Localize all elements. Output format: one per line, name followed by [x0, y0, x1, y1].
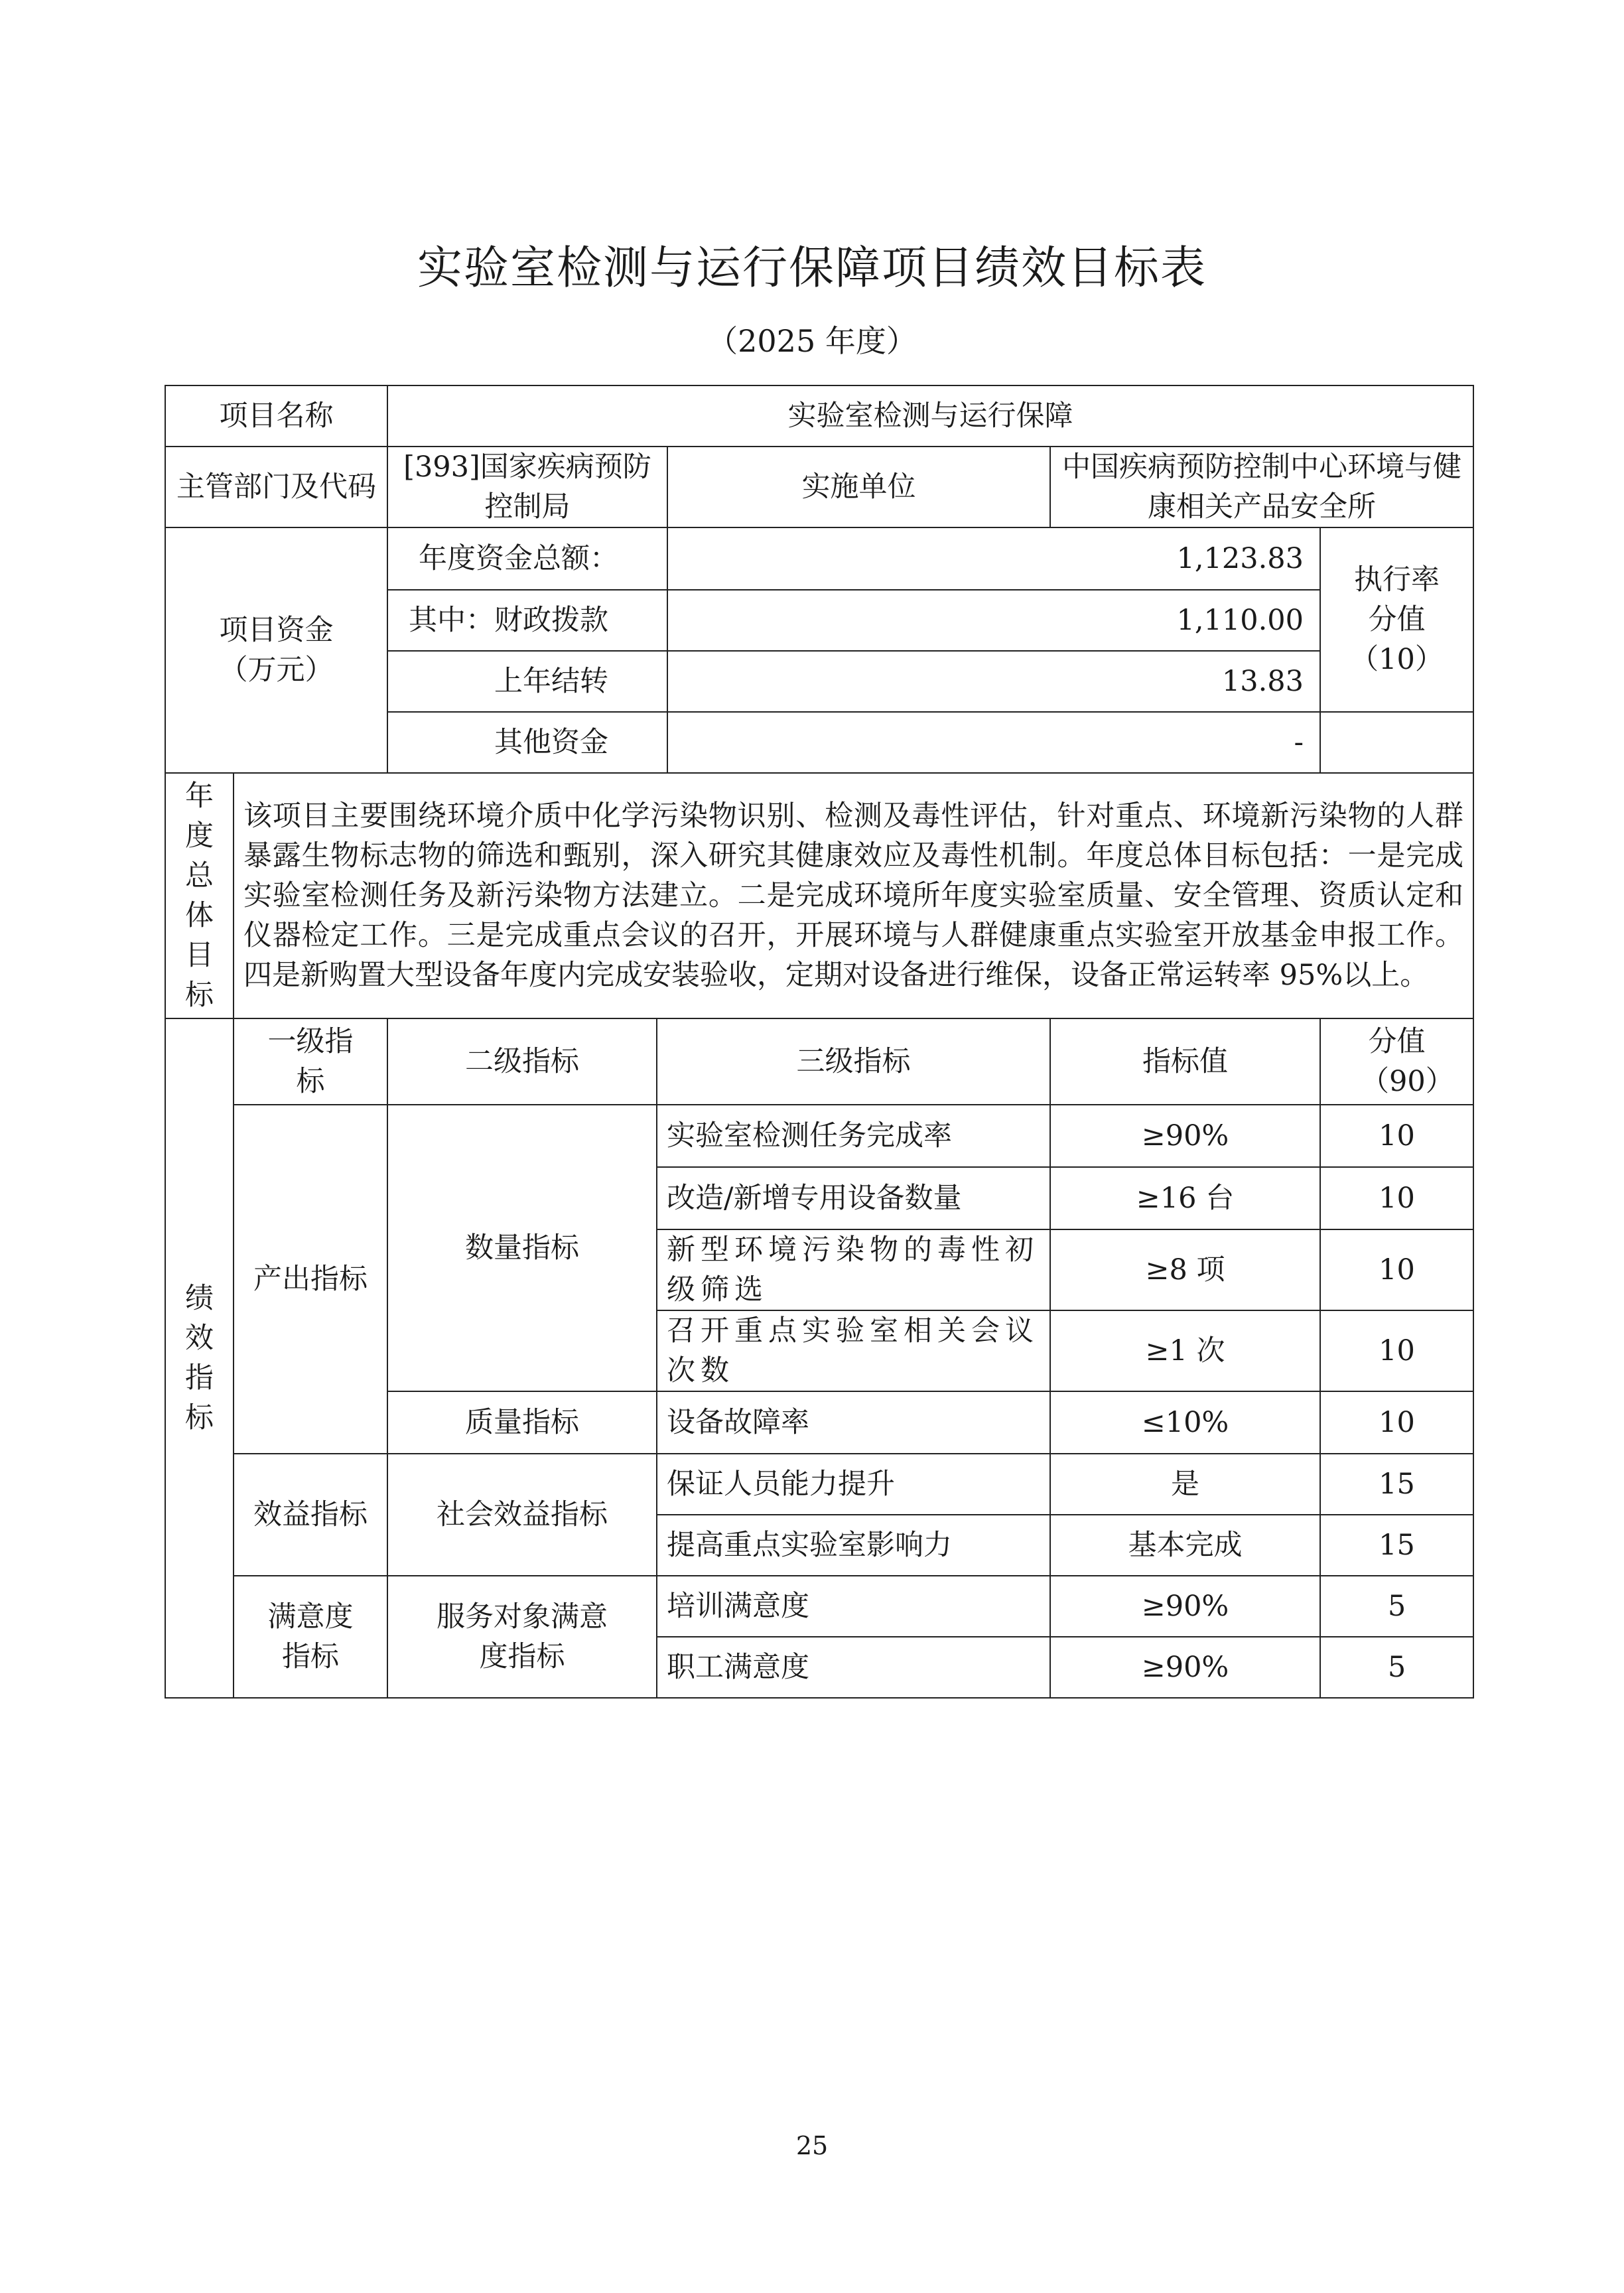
indicator-score: 15 — [1320, 1454, 1473, 1515]
indicator-value: ≥90% — [1050, 1105, 1320, 1167]
indicator-row — [165, 1105, 1473, 1167]
social-benefit-label: 社会效益指标 — [387, 1454, 657, 1576]
benefit-indicator-label: 效益指标 — [234, 1454, 387, 1576]
indicator-score: 10 — [1320, 1310, 1473, 1391]
indicator-score: 10 — [1320, 1167, 1473, 1229]
indicator-score: 5 — [1320, 1637, 1473, 1698]
indicator-row — [165, 1576, 1473, 1637]
funds-total-label: 年度资金总额： — [387, 527, 667, 590]
indicator-value: ≥16 台 — [1050, 1167, 1320, 1229]
funds-row-total — [165, 527, 1473, 590]
header-score: 分值（90） — [1320, 1018, 1473, 1105]
header-level3: 三级指标 — [657, 1018, 1050, 1105]
indicator-score: 10 — [1320, 1105, 1473, 1167]
indicator-name: 提高重点实验室影响力 — [657, 1515, 1050, 1576]
department-label: 主管部门及代码 — [165, 447, 387, 527]
project-name-row — [165, 385, 1473, 447]
header-level2: 二级指标 — [387, 1018, 657, 1105]
funds-carryover-label: 上年结转 — [387, 651, 667, 712]
indicator-name: 培训满意度 — [657, 1576, 1050, 1637]
header-value: 指标值 — [1050, 1018, 1320, 1105]
indicator-name: 新型环境污染物的毒性初级筛选 — [657, 1229, 1050, 1310]
indicator-value: ≥8 项 — [1050, 1229, 1320, 1310]
funds-label: 项目资金（万元） — [165, 527, 387, 773]
performance-indicator-label: 绩 效 指 标 — [165, 1018, 234, 1698]
funds-other-value: - — [667, 712, 1320, 773]
quality-indicator-label: 质量指标 — [387, 1391, 657, 1454]
annual-goal-row — [165, 773, 1473, 1018]
indicator-name: 保证人员能力提升 — [657, 1454, 1050, 1515]
department-value: [393]国家疾病预防控制局 — [387, 447, 667, 527]
funds-fiscal-label: 其中：财政拨款 — [387, 590, 667, 651]
document-title: 实验室检测与运行保障项目绩效目标表 — [417, 242, 1207, 295]
satisfaction-indicator-label: 满意度指标 — [234, 1576, 387, 1698]
funds-other-empty — [1320, 712, 1473, 773]
header-level1: 一级指标 — [234, 1018, 387, 1105]
funds-carryover-value: 13.83 — [667, 651, 1320, 712]
indicator-row — [165, 1454, 1473, 1515]
funds-other-label: 其他资金 — [387, 712, 667, 773]
project-name-value: 实验室检测与运行保障 — [387, 385, 1473, 447]
indicator-value: ≥90% — [1050, 1576, 1320, 1637]
quantity-indicator-label: 数量指标 — [387, 1105, 657, 1391]
indicator-value: ≤10% — [1050, 1391, 1320, 1454]
indicator-name: 职工满意度 — [657, 1637, 1050, 1698]
indicator-name: 实验室检测任务完成率 — [657, 1105, 1050, 1167]
indicator-value: ≥90% — [1050, 1637, 1320, 1698]
indicator-score: 10 — [1320, 1391, 1473, 1454]
indicator-value: 基本完成 — [1050, 1515, 1320, 1576]
implementing-unit-value: 中国疾病预防控制中心环境与健康相关产品安全所 — [1050, 447, 1473, 527]
funds-fiscal-value: 1,110.00 — [667, 590, 1320, 651]
annual-goal-label: 年 度 总 体 目 标 — [165, 773, 234, 1018]
document-subtitle: （2025 年度） — [707, 323, 917, 359]
indicator-value: 是 — [1050, 1454, 1320, 1515]
annual-goal-text: 该项目主要围绕环境介质中化学污染物识别、检测及毒性评估，针对重点、环境新污染物的人群暴露生物标志物的筛选和甄别，深入研究其健康效应及毒性机制。年度总体目标包括：一是完成实验室检测任务及新污染物方法建立。二是完成环境所年度实验室质量、安全管理、资质认定和仪器检定工作。三是完成重点会议的召开，开展环境与人群健康重点实验室开放基金申报工作。四是新购置大型设备年度内完成安装验收，定期对设备进行维保，设备正常运转率 95%以上。 — [234, 773, 1473, 1018]
indicator-name: 设备故障率 — [657, 1391, 1050, 1454]
indicator-name: 改造/新增专用设备数量 — [657, 1167, 1050, 1229]
indicator-value: ≥1 次 — [1050, 1310, 1320, 1391]
page-number: 25 — [795, 2131, 829, 2160]
indicator-header-row — [165, 1018, 1473, 1105]
implementing-unit-label: 实施单位 — [667, 447, 1050, 527]
department-row — [165, 447, 1473, 527]
indicator-name: 召开重点实验室相关会议次数 — [657, 1310, 1050, 1391]
performance-table — [165, 385, 1474, 1699]
project-name-label: 项目名称 — [165, 385, 387, 447]
output-indicator-label: 产出指标 — [234, 1105, 387, 1454]
service-satisfaction-label: 服务对象满意度指标 — [387, 1576, 657, 1698]
funds-total-value: 1,123.83 — [667, 527, 1320, 590]
indicator-score: 15 — [1320, 1515, 1473, 1576]
indicator-score: 10 — [1320, 1229, 1473, 1310]
indicator-score: 5 — [1320, 1576, 1473, 1637]
execution-rate-score-label: 执行率分值（10） — [1320, 527, 1473, 712]
